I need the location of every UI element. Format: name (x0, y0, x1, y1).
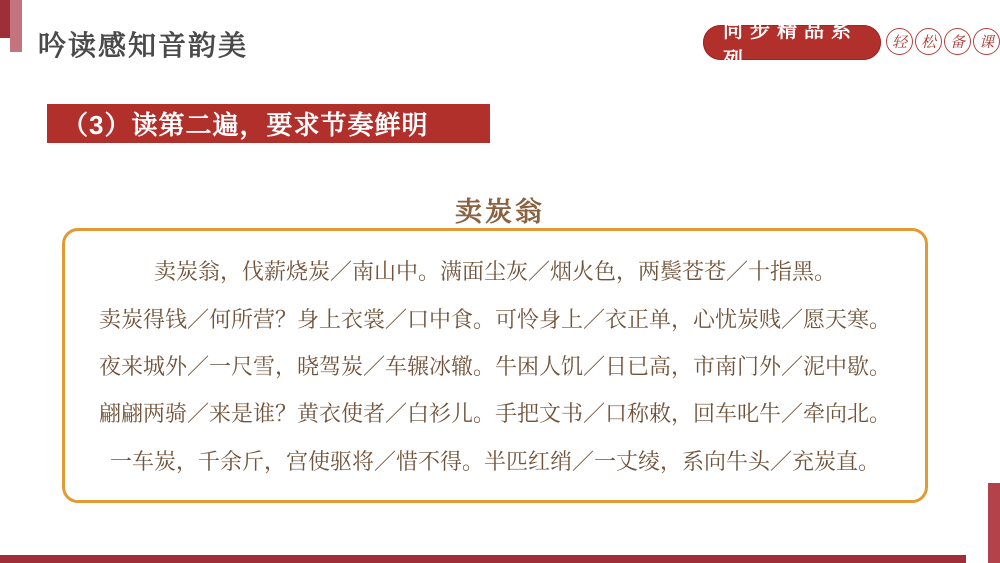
top-left-accent-bar-light (10, 0, 22, 52)
poem-line: 卖炭翁，伐薪烧炭／南山中。满面尘灰／烟火色，两鬓苍苍／十指黑。 (153, 259, 836, 285)
stamp-seal-icon: 备 (944, 28, 971, 55)
poem-line: 翩翩两骑／来是谁？黄衣使者／白衫儿。手把文书／口称敕，回车叱牛／牵向北。 (98, 401, 891, 427)
bottom-right-accent-bar (988, 483, 1000, 563)
brand-area (703, 19, 1000, 71)
top-left-accent-bar-dark (0, 0, 10, 38)
bottom-accent-bar (0, 555, 966, 563)
stamp-seal-icon: 轻 (886, 28, 913, 55)
stamp-group (886, 28, 1000, 55)
poem-line: 一车炭，千余斤，宫使驱将／惜不得。半匹红绡／一丈绫，系向牛头／充炭直。 (109, 448, 880, 474)
page-title: 吟读感知音韵美 (38, 30, 249, 61)
poem-line: 卖炭得钱／何所营？身上衣裳／口中食。可怜身上／衣正单，心忧炭贱／愿天寒。 (98, 306, 891, 332)
series-badge: 同步精品系列 (703, 25, 881, 60)
stamp-seal-icon: 松 (915, 28, 942, 55)
stamp-seal-icon: 课 (973, 28, 1000, 55)
section-banner: （3）读第二遍，要求节奏鲜明 (47, 104, 490, 143)
poem-line: 夜来城外／一尺雪，晓驾炭／车辗冰辙。牛困人饥／日已高，市南门外／泥中歇。 (98, 353, 891, 379)
poem-box (62, 228, 928, 503)
poem-title: 卖炭翁 (455, 197, 545, 227)
